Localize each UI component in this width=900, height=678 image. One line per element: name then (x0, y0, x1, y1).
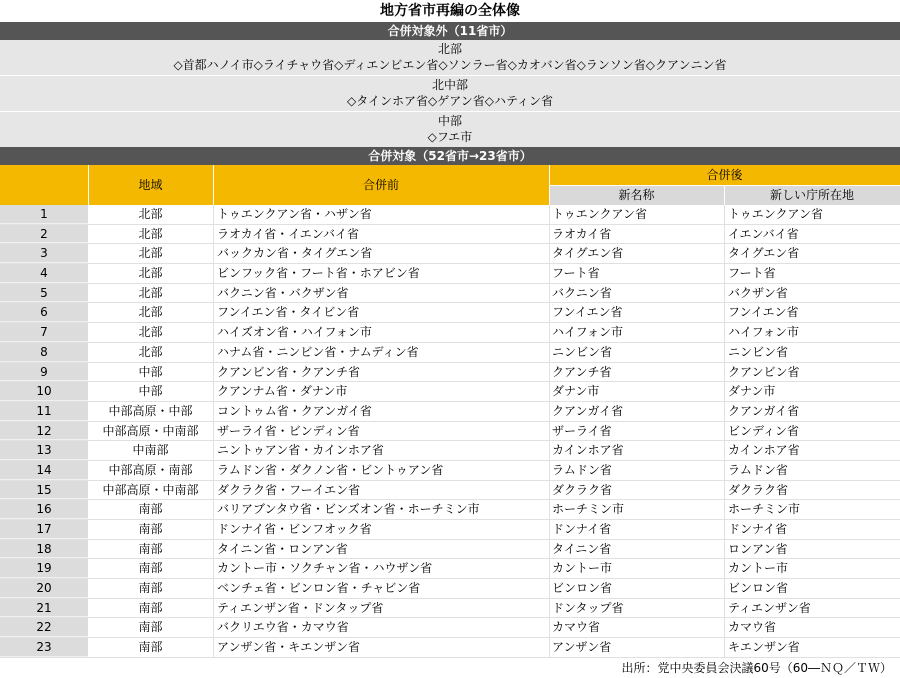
column-divider (213, 303, 214, 322)
column-divider (724, 441, 725, 460)
row-number: 1 (0, 205, 88, 224)
row-region: 中部高原・中南部 (102, 423, 199, 438)
excluded-region-label: 中部 (437, 114, 462, 128)
column-divider (213, 441, 214, 460)
header-divider (213, 165, 214, 205)
table-row (0, 559, 900, 579)
excluded-group-north (0, 40, 900, 76)
row-new-capital: カントー市 (728, 561, 789, 576)
row-number: 15 (0, 481, 88, 500)
column-divider (213, 559, 214, 578)
column-divider (549, 461, 550, 480)
row-new-name: カマウ省 (552, 620, 601, 635)
row-before: ドンナイ省・ビンフオック省 (217, 522, 372, 536)
column-divider (213, 225, 214, 244)
column-divider (724, 225, 725, 244)
row-region: 南部 (138, 620, 163, 635)
column-header-region: 地域 (138, 178, 163, 192)
header-divider (549, 185, 900, 186)
column-divider (213, 599, 214, 618)
row-before: クアンナム省・ダナン市 (217, 384, 348, 399)
row-before: コントゥム省・クアンガイ省 (217, 403, 372, 418)
row-number: 12 (0, 422, 88, 441)
column-divider (724, 284, 725, 303)
row-before: バクリエウ省・カマウ省 (217, 620, 349, 635)
column-divider (213, 402, 214, 421)
row-region: 中部高原・中南部 (102, 482, 199, 497)
row-number: 17 (0, 520, 88, 539)
table-row (0, 225, 900, 245)
row-before: ティエンザン省・ドンタップ省 (217, 600, 384, 615)
column-divider (549, 284, 550, 303)
row-before: カントー市・ソクチャン省・ハウザン省 (217, 561, 433, 576)
excluded-region-label: 北部 (437, 42, 462, 56)
column-divider (724, 638, 725, 657)
row-new-name: バクニン省 (552, 285, 612, 300)
table-row (0, 363, 900, 383)
column-divider (724, 244, 725, 263)
row-new-name: ホーチミン市 (552, 502, 625, 517)
row-before: ベンチェ省・ビンロン省・チャビン省 (217, 581, 421, 596)
row-new-capital: バクザン省 (728, 285, 788, 300)
row-new-capital: タイグエン省 (728, 246, 800, 261)
table-row (0, 303, 900, 323)
table-row (0, 284, 900, 304)
row-before: ビンフック省・フート省・ホアビン省 (217, 266, 420, 281)
column-divider (724, 540, 725, 559)
row-region: 北部 (138, 226, 163, 241)
table-row (0, 244, 900, 264)
column-divider (549, 363, 550, 382)
row-new-name: タイニン省 (552, 541, 612, 556)
row-region: 北部 (138, 285, 163, 300)
row-region: 北部 (138, 207, 163, 221)
row-new-name: ラオカイ省 (552, 226, 612, 241)
column-divider (724, 481, 725, 500)
row-region: 中南部 (132, 443, 169, 458)
column-divider (213, 520, 214, 539)
row-number: 16 (0, 500, 88, 519)
table-row (0, 638, 900, 658)
column-divider (549, 481, 550, 500)
table-row (0, 461, 900, 481)
column-divider (724, 599, 725, 618)
column-divider (549, 244, 550, 263)
row-new-capital: クアンビン省 (728, 364, 800, 379)
row-number: 19 (0, 559, 88, 578)
row-before: バクニン省・バクザン省 (217, 285, 349, 300)
row-new-name: ハイフォン市 (552, 325, 624, 340)
row-before: バリアブンタウ省・ビンズオン省・ホーチミン市 (217, 502, 480, 517)
row-new-name: ビンロン省 (552, 581, 613, 596)
merger-table-body (0, 205, 900, 658)
column-divider (213, 481, 214, 500)
row-new-name: ラムドン省 (552, 462, 612, 477)
row-number: 13 (0, 441, 88, 460)
row-new-name: ザーライ省 (552, 423, 612, 438)
row-region: 北部 (138, 305, 163, 320)
row-number: 20 (0, 579, 88, 598)
column-divider (724, 500, 725, 519)
row-before: タイニン省・ロンアン省 (217, 541, 348, 556)
row-number: 3 (0, 244, 88, 263)
column-divider (724, 559, 725, 578)
excluded-region-label: 北中部 (431, 78, 468, 92)
column-divider (549, 441, 550, 460)
table-row (0, 481, 900, 501)
row-number: 4 (0, 264, 88, 283)
column-header-new-name: 新名称 (549, 185, 724, 205)
row-new-capital: ハイフォン市 (728, 325, 800, 340)
row-new-name: ニンビン省 (552, 344, 613, 359)
source-note: 出所：党中央委員会決議60号（60―ＮＱ／ＴＷ） (621, 661, 892, 675)
row-region: 中部 (138, 384, 163, 399)
row-before: アンザン省・キエンザン省 (217, 640, 361, 655)
column-divider (549, 579, 550, 598)
table-row (0, 500, 900, 520)
row-new-capital: カインホア省 (728, 443, 800, 458)
table-row (0, 520, 900, 540)
page-title: 地方省市再編の全体像 (380, 3, 520, 19)
column-divider (724, 422, 725, 441)
column-divider (213, 422, 214, 441)
row-new-capital: ラムドン省 (728, 462, 788, 477)
row-region: 北部 (138, 246, 163, 261)
row-region: 南部 (138, 502, 163, 517)
row-new-name: フンイエン省 (552, 305, 623, 320)
table-row (0, 540, 900, 560)
column-divider (213, 363, 214, 382)
row-new-capital: ホーチミン市 (728, 502, 801, 517)
table-row (0, 323, 900, 343)
column-divider (724, 520, 725, 539)
row-new-name: ダクラク省 (552, 482, 613, 497)
row-before: クアンビン省・クアンチ省 (217, 364, 361, 379)
column-divider (549, 303, 550, 322)
column-divider (724, 303, 725, 322)
row-region: 南部 (138, 600, 163, 615)
column-header-new-capital: 新しい庁所在地 (724, 185, 900, 205)
row-new-capital: カマウ省 (728, 620, 777, 635)
row-number: 11 (0, 402, 88, 421)
row-new-name: クアンガイ省 (552, 403, 624, 418)
column-divider (724, 579, 725, 598)
column-divider (213, 500, 214, 519)
column-divider (549, 638, 550, 657)
row-number: 5 (0, 284, 88, 303)
column-divider (549, 599, 550, 618)
row-region: 南部 (138, 522, 163, 536)
table-header (0, 165, 900, 205)
column-divider (724, 343, 725, 362)
row-before: ザーライ省・ビンディン省 (217, 423, 360, 438)
row-new-capital: ロンアン省 (728, 541, 788, 556)
table-row (0, 579, 900, 599)
column-divider (549, 205, 550, 224)
row-new-capital: イエンバイ省 (728, 226, 799, 241)
table-row (0, 599, 900, 619)
row-new-name: ドンナイ省 (552, 522, 612, 536)
row-before: ラオカイ省・イエンバイ省 (217, 226, 359, 241)
row-before: ダクラク省・フーイエン省 (217, 482, 361, 497)
row-region: 中部高原・中部 (108, 403, 193, 418)
column-divider (213, 323, 214, 342)
column-divider (213, 638, 214, 657)
row-before: ラムドン省・ダクノン省・ビントゥアン省 (217, 462, 444, 477)
column-divider (549, 520, 550, 539)
row-before: ハナム省・ニンビン省・ナムディン省 (217, 344, 419, 359)
column-divider (213, 284, 214, 303)
excluded-items: ◇タインホア省◇ゲアン省◇ハティン省 (346, 94, 553, 108)
column-divider (549, 264, 550, 283)
row-number: 22 (0, 618, 88, 637)
excluded-group-central (0, 112, 900, 147)
row-number: 9 (0, 363, 88, 382)
row-number: 10 (0, 382, 88, 401)
column-divider (213, 205, 214, 224)
row-number: 6 (0, 303, 88, 322)
column-divider (549, 382, 550, 401)
table-row (0, 441, 900, 461)
row-new-capital: ビンディン省 (728, 423, 800, 438)
row-new-name: タイグエン省 (552, 246, 624, 261)
column-divider (724, 323, 725, 342)
row-number: 18 (0, 540, 88, 559)
row-new-name: カインホア省 (552, 443, 624, 458)
row-number: 14 (0, 461, 88, 480)
column-divider (213, 343, 214, 362)
column-header-before: 合併前 (362, 178, 399, 192)
row-new-capital: キエンザン省 (728, 640, 800, 655)
column-divider (549, 402, 550, 421)
column-divider (213, 540, 214, 559)
row-before: ニントゥアン省・カインホア省 (217, 443, 384, 458)
row-before: トゥエンクアン省・ハザン省 (217, 207, 372, 221)
column-divider (213, 244, 214, 263)
row-before: ハイズオン省・ハイフォン市 (217, 325, 372, 340)
row-new-capital: フンイエン省 (728, 305, 799, 320)
column-divider (213, 579, 214, 598)
row-new-name: クアンチ省 (552, 364, 612, 379)
table-row (0, 618, 900, 638)
excluded-header: 合併対象外（11省市） (0, 22, 900, 40)
column-divider (549, 540, 550, 559)
table-row (0, 264, 900, 284)
table-row (0, 422, 900, 442)
row-number: 23 (0, 638, 88, 657)
row-new-capital: ドンナイ省 (728, 522, 788, 536)
header-divider (88, 165, 89, 205)
column-divider (724, 461, 725, 480)
row-new-capital: ニンビン省 (728, 344, 789, 359)
row-new-name: カントー市 (552, 561, 613, 576)
row-region: 南部 (138, 581, 163, 596)
row-region: 南部 (138, 561, 163, 576)
column-divider (549, 323, 550, 342)
column-divider (724, 618, 725, 637)
column-divider (213, 382, 214, 401)
table-row (0, 205, 900, 225)
column-divider (724, 205, 725, 224)
row-before: フンイエン省・タイビン省 (217, 305, 360, 320)
row-new-name: トゥエンクアン省 (552, 207, 647, 221)
column-divider (724, 363, 725, 382)
row-number: 7 (0, 323, 88, 342)
excluded-items: ◇フエ市 (427, 130, 473, 144)
table-row (0, 343, 900, 363)
column-divider (724, 402, 725, 421)
row-new-name: ドンタップ省 (552, 600, 624, 615)
column-divider (213, 461, 214, 480)
row-region: 南部 (138, 640, 163, 655)
row-new-capital: ビンロン省 (728, 581, 789, 596)
row-region: 北部 (138, 266, 163, 281)
row-new-name: アンザン省 (552, 640, 612, 655)
row-number: 21 (0, 599, 88, 618)
column-divider (549, 500, 550, 519)
row-region: 中部 (138, 364, 163, 379)
column-divider (549, 422, 550, 441)
row-new-capital: ティエンザン省 (728, 600, 811, 615)
column-divider (549, 559, 550, 578)
table-row (0, 382, 900, 402)
row-region: 北部 (138, 325, 163, 340)
row-region: 南部 (138, 541, 163, 556)
row-region: 北部 (138, 344, 163, 359)
column-divider (724, 382, 725, 401)
column-divider (724, 264, 725, 283)
column-divider (549, 618, 550, 637)
column-divider (213, 618, 214, 637)
row-region: 中部高原・南部 (108, 462, 193, 477)
column-divider (549, 225, 550, 244)
column-divider (549, 343, 550, 362)
row-new-name: フート省 (552, 266, 600, 281)
row-number: 8 (0, 343, 88, 362)
row-new-capital: トゥエンクアン省 (728, 207, 823, 221)
row-new-name: ダナン市 (552, 384, 600, 399)
row-before: バックカン省・タイグエン省 (217, 246, 373, 261)
target-header: 合併対象（52省市→23省市） (0, 147, 900, 165)
row-new-capital: ダクラク省 (728, 482, 789, 497)
column-header-after: 合併後 (706, 168, 743, 182)
excluded-items: ◇首都ハノイ市◇ライチャウ省◇ディエンビエン省◇ソンラー省◇カオバン省◇ランソン省◇クアンニン省 (173, 58, 727, 72)
table-row (0, 402, 900, 422)
row-new-capital: クアンガイ省 (728, 403, 800, 418)
header-divider (724, 185, 725, 205)
row-number: 2 (0, 225, 88, 244)
row-new-capital: ダナン市 (728, 384, 776, 399)
column-divider (213, 264, 214, 283)
excluded-group-north-central (0, 76, 900, 112)
row-new-capital: フート省 (728, 266, 776, 281)
